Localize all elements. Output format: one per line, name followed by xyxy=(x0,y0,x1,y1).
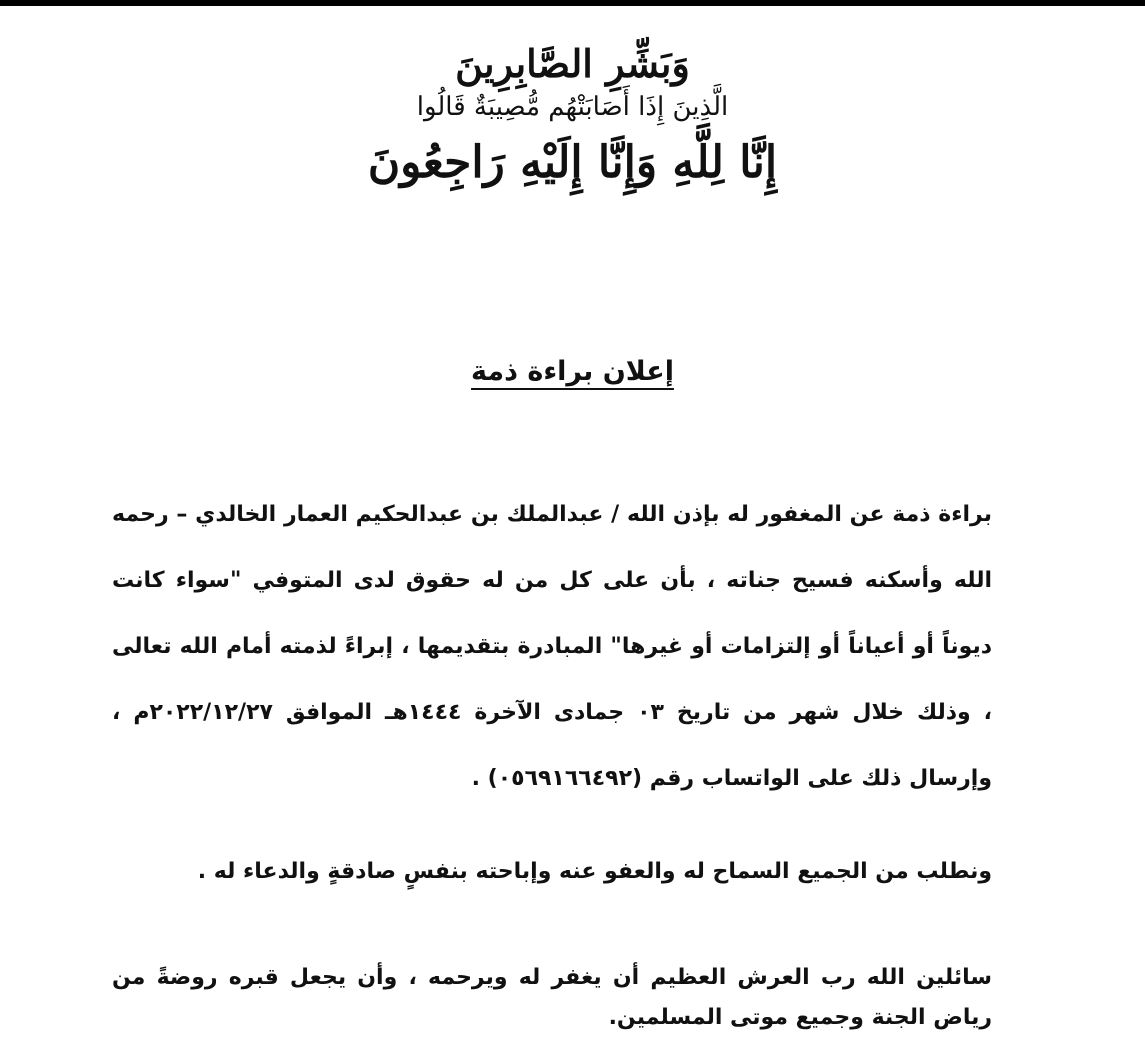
top-border xyxy=(0,0,1145,6)
paragraph-main: براءة ذمة عن المغفور له بإذن الله / عبدالملك بن عبدالحكيم العمار الخالدي – رحمه الله وأسكنه فسيح جناته ، بأن على كل من له حقوق لدى المتوفي "سواء كانت ديوناً أو أعياناً أو إلتزامات أو غيرها" المبادرة بتقديمها ، إبراءً لذمته أمام الله تعالى ، وذلك خلال شهر من تاريخ ٠٣ جمادى الآخرة ١٤٤٤هـ الموافق ٢٠٢٢/١٢/٢٧م ، وإرسال ذلك على الواتساب رقم (٠٥٦٩١٦٦٤٩٢) . xyxy=(112,502,992,791)
announcement-body xyxy=(112,482,992,1038)
verse-line-1: وَبَشِّرِ الصَّابِرِينَ xyxy=(455,41,690,86)
quran-verse-header xyxy=(0,40,1145,194)
announcement-title-text: إعلان براءة ذمة xyxy=(471,356,674,387)
verse-line-2: الَّذِينَ إِذَا أَصَابَتْهُم مُّصِيبَةٌ قَالُوا xyxy=(416,92,729,122)
announcement-title xyxy=(0,356,1145,387)
paragraph-prayer: سائلين الله رب العرش العظيم أن يغفر له ويرحمه ، وأن يجعل قبره روضةً من رياض الجنة وجميع موتى المسلمين. xyxy=(112,965,992,1030)
paragraph-request: ونطلب من الجميع السماح له والعفو عنه وإباحته بنفسٍ صادقةٍ والدعاء له . xyxy=(197,859,992,884)
verse-line-3: إِنَّا لِلَّهِ وَإِنَّا إِلَيْهِ رَاجِعُونَ xyxy=(367,137,778,188)
